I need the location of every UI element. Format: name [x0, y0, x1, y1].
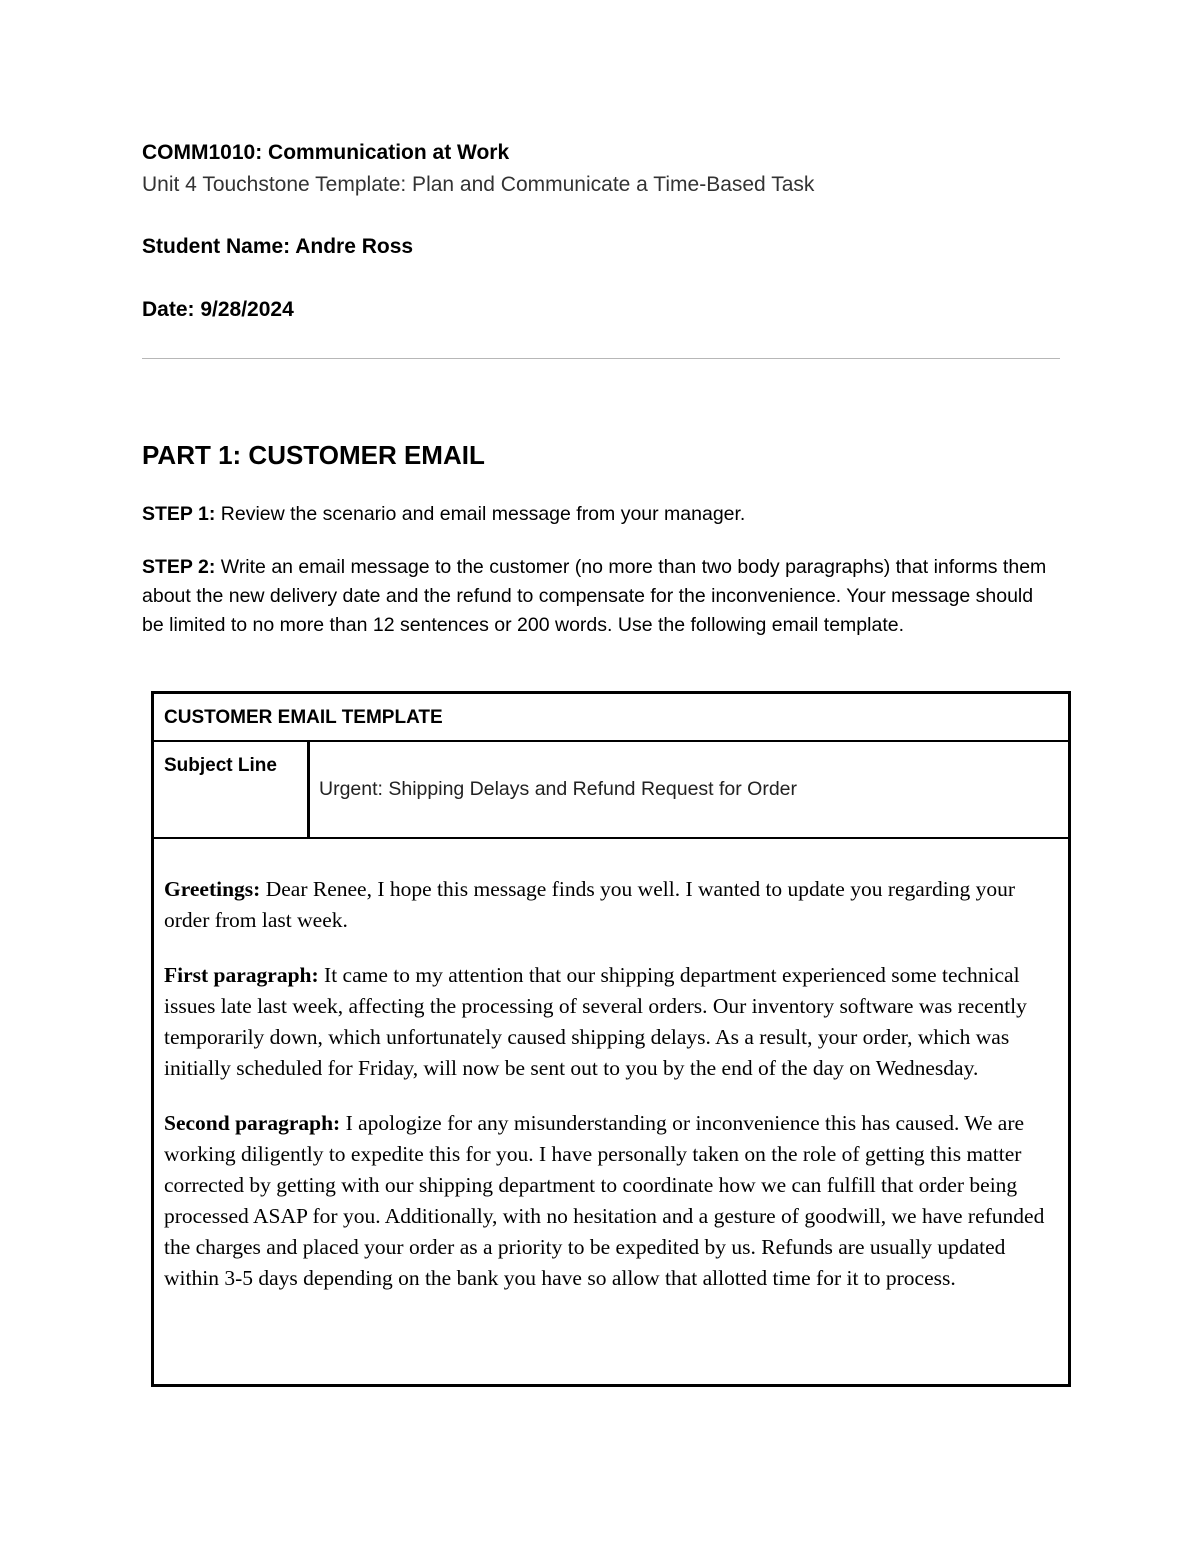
second-paragraph	[164, 1108, 1064, 1294]
greeting-paragraph	[164, 874, 1064, 936]
subject-row	[154, 742, 1068, 839]
greeting-text: Dear Renee, I hope this message finds you well. I wanted to update you regarding your order from last week.	[164, 877, 1016, 932]
student-name: Student Name: Andre Ross	[142, 235, 414, 258]
second-paragraph-text: I apologize for any misunderstanding or inconvenience this has caused. We are working diligently to expedite this for you. I have personally taken on the role of getting this matter corrected by getting with our shipping department to coordinate how we can fulfill that order being processed ASAP for you. Additionally, with no hesitation and a gesture of goodwill, we have refunded the charges and placed your order as a priority to be expedited by us. Refunds are usually updated within 3-5 days depending on the bank you have so allow that allotted time for it to process.	[164, 1111, 1045, 1290]
subject-label: Subject Line	[154, 742, 310, 837]
horizontal-divider	[142, 358, 1060, 359]
first-paragraph-label: First paragraph:	[164, 963, 319, 987]
first-paragraph-text: It came to my attention that our shipping department experienced some technical issues late last week, affecting the processing of several orders. Our inventory software was recently temporarily down, which unfortunately caused shipping delays. As a result, your order, which was initially scheduled for Friday, will now be sent out to you by the end of the day on Wednesday.	[164, 963, 1027, 1080]
greeting-label: Greetings:	[164, 877, 261, 901]
submission-date: Date: 9/28/2024	[142, 298, 294, 321]
course-title: COMM1010: Communication at Work	[142, 141, 510, 164]
assignment-subtitle: Unit 4 Touchstone Template: Plan and Communicate a Time-Based Task	[142, 173, 815, 196]
step-2-text: Write an email message to the customer (no more than two body paragraphs) that informs them about the new delivery date and the refund to compensate for the inconvenience. Your message should be limited to no more than 12 sentences or 200 words. Use the following email template.	[142, 556, 1047, 636]
second-paragraph-label: Second paragraph:	[164, 1111, 341, 1135]
first-paragraph	[164, 960, 1064, 1084]
subject-value: Urgent: Shipping Delays and Refund Request for Order	[319, 778, 798, 800]
step-2-instruction	[142, 553, 1060, 640]
customer-email-table	[151, 691, 1071, 1387]
email-body	[164, 874, 1064, 1318]
step-1-text: Review the scenario and email message from your manager.	[215, 503, 746, 525]
step-2-label: STEP 2:	[142, 556, 216, 578]
step-1-instruction	[142, 500, 1060, 529]
step-1-label: STEP 1:	[142, 503, 216, 525]
table-header: CUSTOMER EMAIL TEMPLATE	[154, 694, 1068, 742]
part-heading: PART 1: CUSTOMER EMAIL	[142, 440, 485, 470]
